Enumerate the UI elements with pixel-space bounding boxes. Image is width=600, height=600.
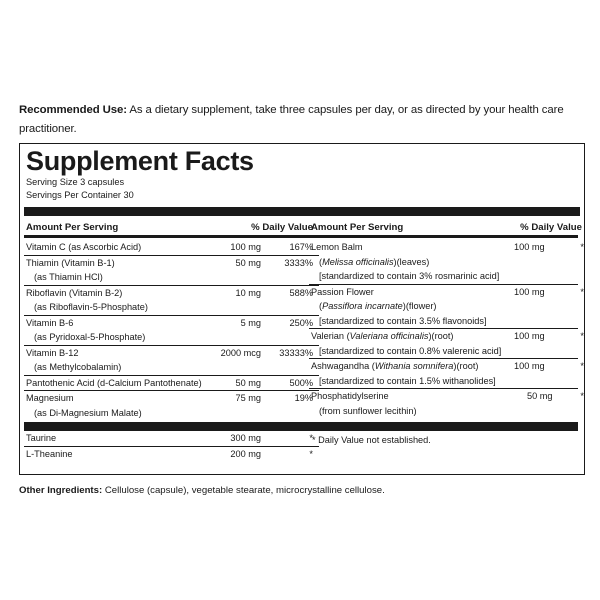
- herb-amount: 100 mg: [514, 242, 545, 252]
- right-header: [309, 216, 582, 238]
- herb-latin: Passiflora incarnate: [322, 301, 403, 311]
- other-ingredients-text: Cellulose (capsule), vegetable stearate, microcrystalline cellulose.: [104, 485, 385, 496]
- herb-name: Passion Flower: [311, 286, 374, 297]
- herb-standardization: [standardized to contain 0.8% valerenic acid]: [319, 345, 502, 356]
- herb-row-ashwagandha: [309, 359, 584, 389]
- herb-latin: Valeriana officinalis: [349, 331, 429, 341]
- nutrient-name: Riboflavin (Vitamin B-2): [26, 287, 123, 298]
- herb-dv: *: [580, 361, 584, 371]
- right-column: [309, 216, 584, 445]
- nutrient-name: Taurine: [26, 433, 57, 443]
- nutrient-source: (as Riboflavin-5-Phosphate): [34, 302, 148, 312]
- herb-latin-line: (Passiflora incarnate)(flower): [319, 301, 437, 311]
- nutrient-row-riboflavin: [24, 286, 319, 316]
- nutrient-amount: 5 mg: [240, 317, 261, 328]
- herb-dv: *: [580, 242, 584, 252]
- herb-part: (leaves): [396, 256, 430, 267]
- herb-amount: 100 mg: [514, 286, 545, 297]
- herb-row-passion-flower: [309, 285, 584, 330]
- right-header-amount: Amount Per Serving: [311, 222, 404, 233]
- right-header-dv: % Daily Value: [520, 222, 582, 233]
- herb-source: (from sunflower lecithin): [319, 405, 417, 416]
- nutrient-amount: 300 mg: [230, 433, 261, 443]
- nutrient-amount: 200 mg: [230, 448, 261, 459]
- nutrient-name: Thiamin (Vitamin B-1): [26, 257, 115, 268]
- nutrient-name: Pantothenic Acid (d-Calcium Pantothenate): [26, 377, 202, 388]
- herb-standardization: [standardized to contain 1.5% withanolides]: [319, 375, 496, 386]
- left-header-amount: Amount Per Serving: [26, 222, 119, 233]
- serving-size: Serving Size 3 capsules: [26, 177, 125, 187]
- nutrient-name: Vitamin B-12: [26, 347, 79, 358]
- left-middle-divider-bar: [24, 422, 319, 431]
- nutrient-source: (as Di-Magnesium Malate): [34, 407, 142, 418]
- nutrient-amount: 50 mg: [235, 377, 261, 388]
- nutrient-amount: 10 mg: [235, 287, 261, 298]
- nutrient-row-pantothenic-acid: [24, 376, 319, 392]
- nutrient-row-taurine: [24, 431, 319, 447]
- servings-per-container: Servings Per Container 30: [26, 190, 134, 200]
- herb-row-phosphatidylserine: [309, 389, 584, 418]
- herb-dv: *: [580, 331, 584, 341]
- herb-name: Ashwagandha (Withania somnifera)(root): [311, 361, 479, 371]
- nutrient-dv: *: [309, 448, 313, 459]
- herb-name: Lemon Balm: [311, 242, 363, 252]
- nutrient-dv: 3333%: [284, 257, 313, 268]
- daily-value-footnote: * Daily Value not established.: [312, 435, 431, 445]
- nutrient-row-thiamin: [24, 256, 319, 286]
- nutrient-amount: 75 mg: [235, 393, 261, 403]
- nutrient-row-magnesium: [24, 391, 319, 420]
- recommended-use-text: As a dietary supplement, take three capsules per day, or as directed by your health care practitioner.: [19, 104, 564, 135]
- nutrient-dv: 500%: [289, 377, 313, 388]
- herb-latin-line: (Melissa officinalis)(leaves): [319, 256, 430, 267]
- herb-amount: 50 mg: [527, 391, 553, 401]
- nutrient-amount: 50 mg: [235, 257, 261, 268]
- other-ingredients: [19, 485, 585, 496]
- nutrient-row-vitamin-b12: [24, 346, 319, 376]
- left-header-dv: % Daily Value: [251, 222, 313, 233]
- nutrient-amount: 2000 mcg: [220, 347, 261, 358]
- nutrient-source: (as Pyridoxal-5-Phosphate): [34, 332, 146, 342]
- herb-part: (flower): [405, 301, 437, 311]
- nutrient-name: L-Theanine: [26, 448, 73, 459]
- herb-latin: Melissa officinalis: [322, 256, 394, 267]
- herb-standardization: [standardized to contain 3.5% flavonoids]: [319, 315, 487, 326]
- nutrient-dv: 167%: [289, 242, 313, 252]
- herb-name: Phosphatidylserine: [311, 391, 389, 401]
- herb-latin: Withania somnifera: [374, 361, 454, 371]
- right-bottom-divider-bar: [309, 422, 578, 431]
- nutrient-source: (as Thiamin HCl): [34, 272, 103, 282]
- nutrient-row-l-theanine: [24, 447, 319, 462]
- nutrient-dv: 19%: [294, 393, 313, 403]
- herb-dv: *: [580, 286, 584, 297]
- herb-dv: *: [580, 391, 584, 401]
- nutrient-dv: *: [309, 433, 313, 443]
- herb-name: Valerian (Valeriana officinalis)(root): [311, 331, 454, 341]
- supplement-facts-panel: [19, 143, 585, 475]
- nutrient-dv: 33333%: [279, 347, 313, 358]
- herb-amount: 100 mg: [514, 331, 545, 341]
- nutrient-name: Magnesium: [26, 393, 74, 403]
- recommended-use: [19, 101, 585, 139]
- herb-row-lemon-balm: [309, 240, 584, 285]
- left-header: [24, 216, 319, 238]
- herb-amount: 100 mg: [514, 361, 545, 371]
- nutrient-row-vitamin-c: [24, 240, 319, 256]
- left-column: [24, 216, 319, 461]
- nutrient-dv: 250%: [289, 317, 313, 328]
- recommended-use-label: Recommended Use:: [19, 104, 127, 116]
- nutrient-name: Vitamin B-6: [26, 317, 74, 328]
- top-divider-bar: [24, 207, 580, 216]
- nutrient-name: Vitamin C (as Ascorbic Acid): [26, 242, 142, 252]
- panel-title: Supplement Facts: [26, 146, 254, 176]
- nutrient-dv: 588%: [289, 287, 313, 298]
- nutrient-row-vitamin-b6: [24, 316, 319, 346]
- other-ingredients-label: Other Ingredients:: [19, 485, 103, 496]
- herb-row-valerian: [309, 329, 584, 359]
- nutrient-amount: 100 mg: [230, 242, 261, 252]
- herb-standardization: [standardized to contain 3% rosmarinic acid]: [319, 271, 500, 281]
- nutrient-source: (as Methylcobalamin): [34, 362, 122, 372]
